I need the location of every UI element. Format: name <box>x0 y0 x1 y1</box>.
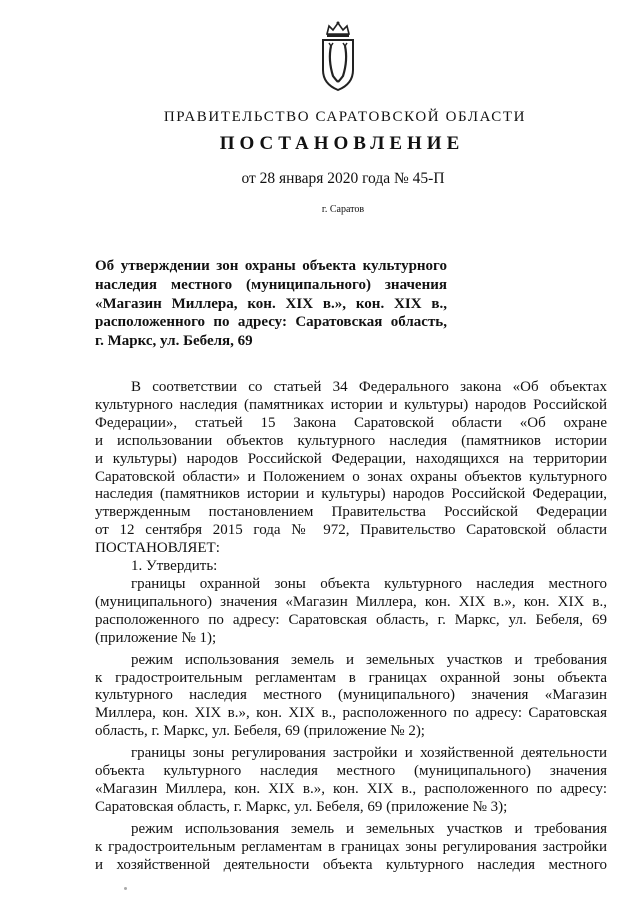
body-paragraph <box>95 745 607 817</box>
government-title: ПРАВИТЕЛЬСТВО САРАТОВСКОЙ ОБЛАСТИ <box>163 109 527 125</box>
decree-subject <box>95 257 447 351</box>
document-type-title: ПОСТАНОВЛЕНИЕ <box>219 133 465 154</box>
body-line: к градостроительным регламентам в границах охранной зоны объекта <box>95 669 607 686</box>
body-line: утвержденным постановлением Правительства Российской Федерации <box>95 504 607 521</box>
city-label: г. Саратов <box>321 204 365 215</box>
body-line: Федерации», статьей 15 Закона Саратовской области «Об охране <box>95 414 607 431</box>
subject-line: расположенного по адресу: Саратовская область, <box>95 314 447 331</box>
scan-speck <box>124 887 127 890</box>
body-line: режим использования земель и земельных участков и требования <box>131 820 607 837</box>
body-paragraph <box>95 379 607 558</box>
body-line: режим использования земель и земельных участков и требования <box>131 651 607 668</box>
body-line: границы зоны регулирования застройки и хозяйственной деятельности <box>131 745 607 762</box>
body-line: область, г. Маркс, ул. Бебеля, 69 (приложение № 2); <box>95 723 425 740</box>
body-paragraph <box>95 821 607 875</box>
body-line: границы охранной зоны объекта культурного наследия местного <box>131 575 607 592</box>
body-paragraph <box>95 652 607 742</box>
body-line: от 12 сентября 2015 года № 972, Правительство Саратовской области <box>95 522 607 539</box>
body-paragraph <box>95 558 607 576</box>
body-line: 1. Утвердить: <box>131 558 218 575</box>
body-line: и культуры) народов Российской Федерации, находящихся на территории <box>95 450 607 467</box>
body-paragraph <box>95 576 607 648</box>
body-line: объекта культурного наследия местного (муниципального) значения <box>95 763 607 780</box>
body-line: культурного наследия местного (муниципального) значения «Магазин <box>95 687 607 704</box>
body-line: В соответствии со статьей 34 Федерального закона «Об объектах <box>131 379 607 395</box>
decree-body <box>95 379 607 874</box>
body-line: расположенного по адресу: Саратовская область, г. Маркс, ул. Бебеля, 69 <box>95 611 607 628</box>
subject-line: г. Маркс, ул. Бебеля, 69 <box>95 333 253 350</box>
body-line: Миллера, кон. XIX в.», кон. XIX в., расположенного по адресу: Саратовская <box>95 705 607 722</box>
body-line: культурного наследия (памятниках истории и культуры) народов Российской <box>95 396 607 413</box>
body-line: (муниципального) значения «Магазин Миллера, кон. XIX в.», кон. XIX в., <box>95 593 607 610</box>
date-and-number: от 28 января 2020 года № 45-П <box>241 170 445 187</box>
body-line: к градостроительным регламентам в границах зоны регулирования застройки <box>95 838 607 855</box>
body-line: «Магазин Миллера, кон. XIX в.», кон. XIX в., расположенного по адресу: <box>95 780 607 797</box>
body-line: ПОСТАНОВЛЯЕТ: <box>95 540 220 557</box>
body-line: наследия (памятников истории и культуры) народов Российской Федерации, <box>95 486 607 503</box>
body-line: Саратовской области» и Положением о зонах охраны объектов культурного <box>95 468 607 485</box>
subject-line: наследия местного (муниципального) значения <box>95 276 447 293</box>
body-line: (приложение № 1); <box>95 629 217 646</box>
coat-of-arms-emblem <box>319 20 357 92</box>
body-line: Саратовская область, г. Маркс, ул. Бебеля, 69 (приложение № 3); <box>95 798 508 815</box>
subject-line: «Магазин Миллера, кон. XIX в.», кон. XIX в., <box>95 295 447 312</box>
body-line: и использовании объектов культурного наследия (памятников истории <box>95 432 607 449</box>
subject-line: Об утверждении зон охраны объекта культурного <box>95 258 447 274</box>
body-line: и хозяйственной деятельности объекта культурного наследия местного <box>95 856 607 873</box>
